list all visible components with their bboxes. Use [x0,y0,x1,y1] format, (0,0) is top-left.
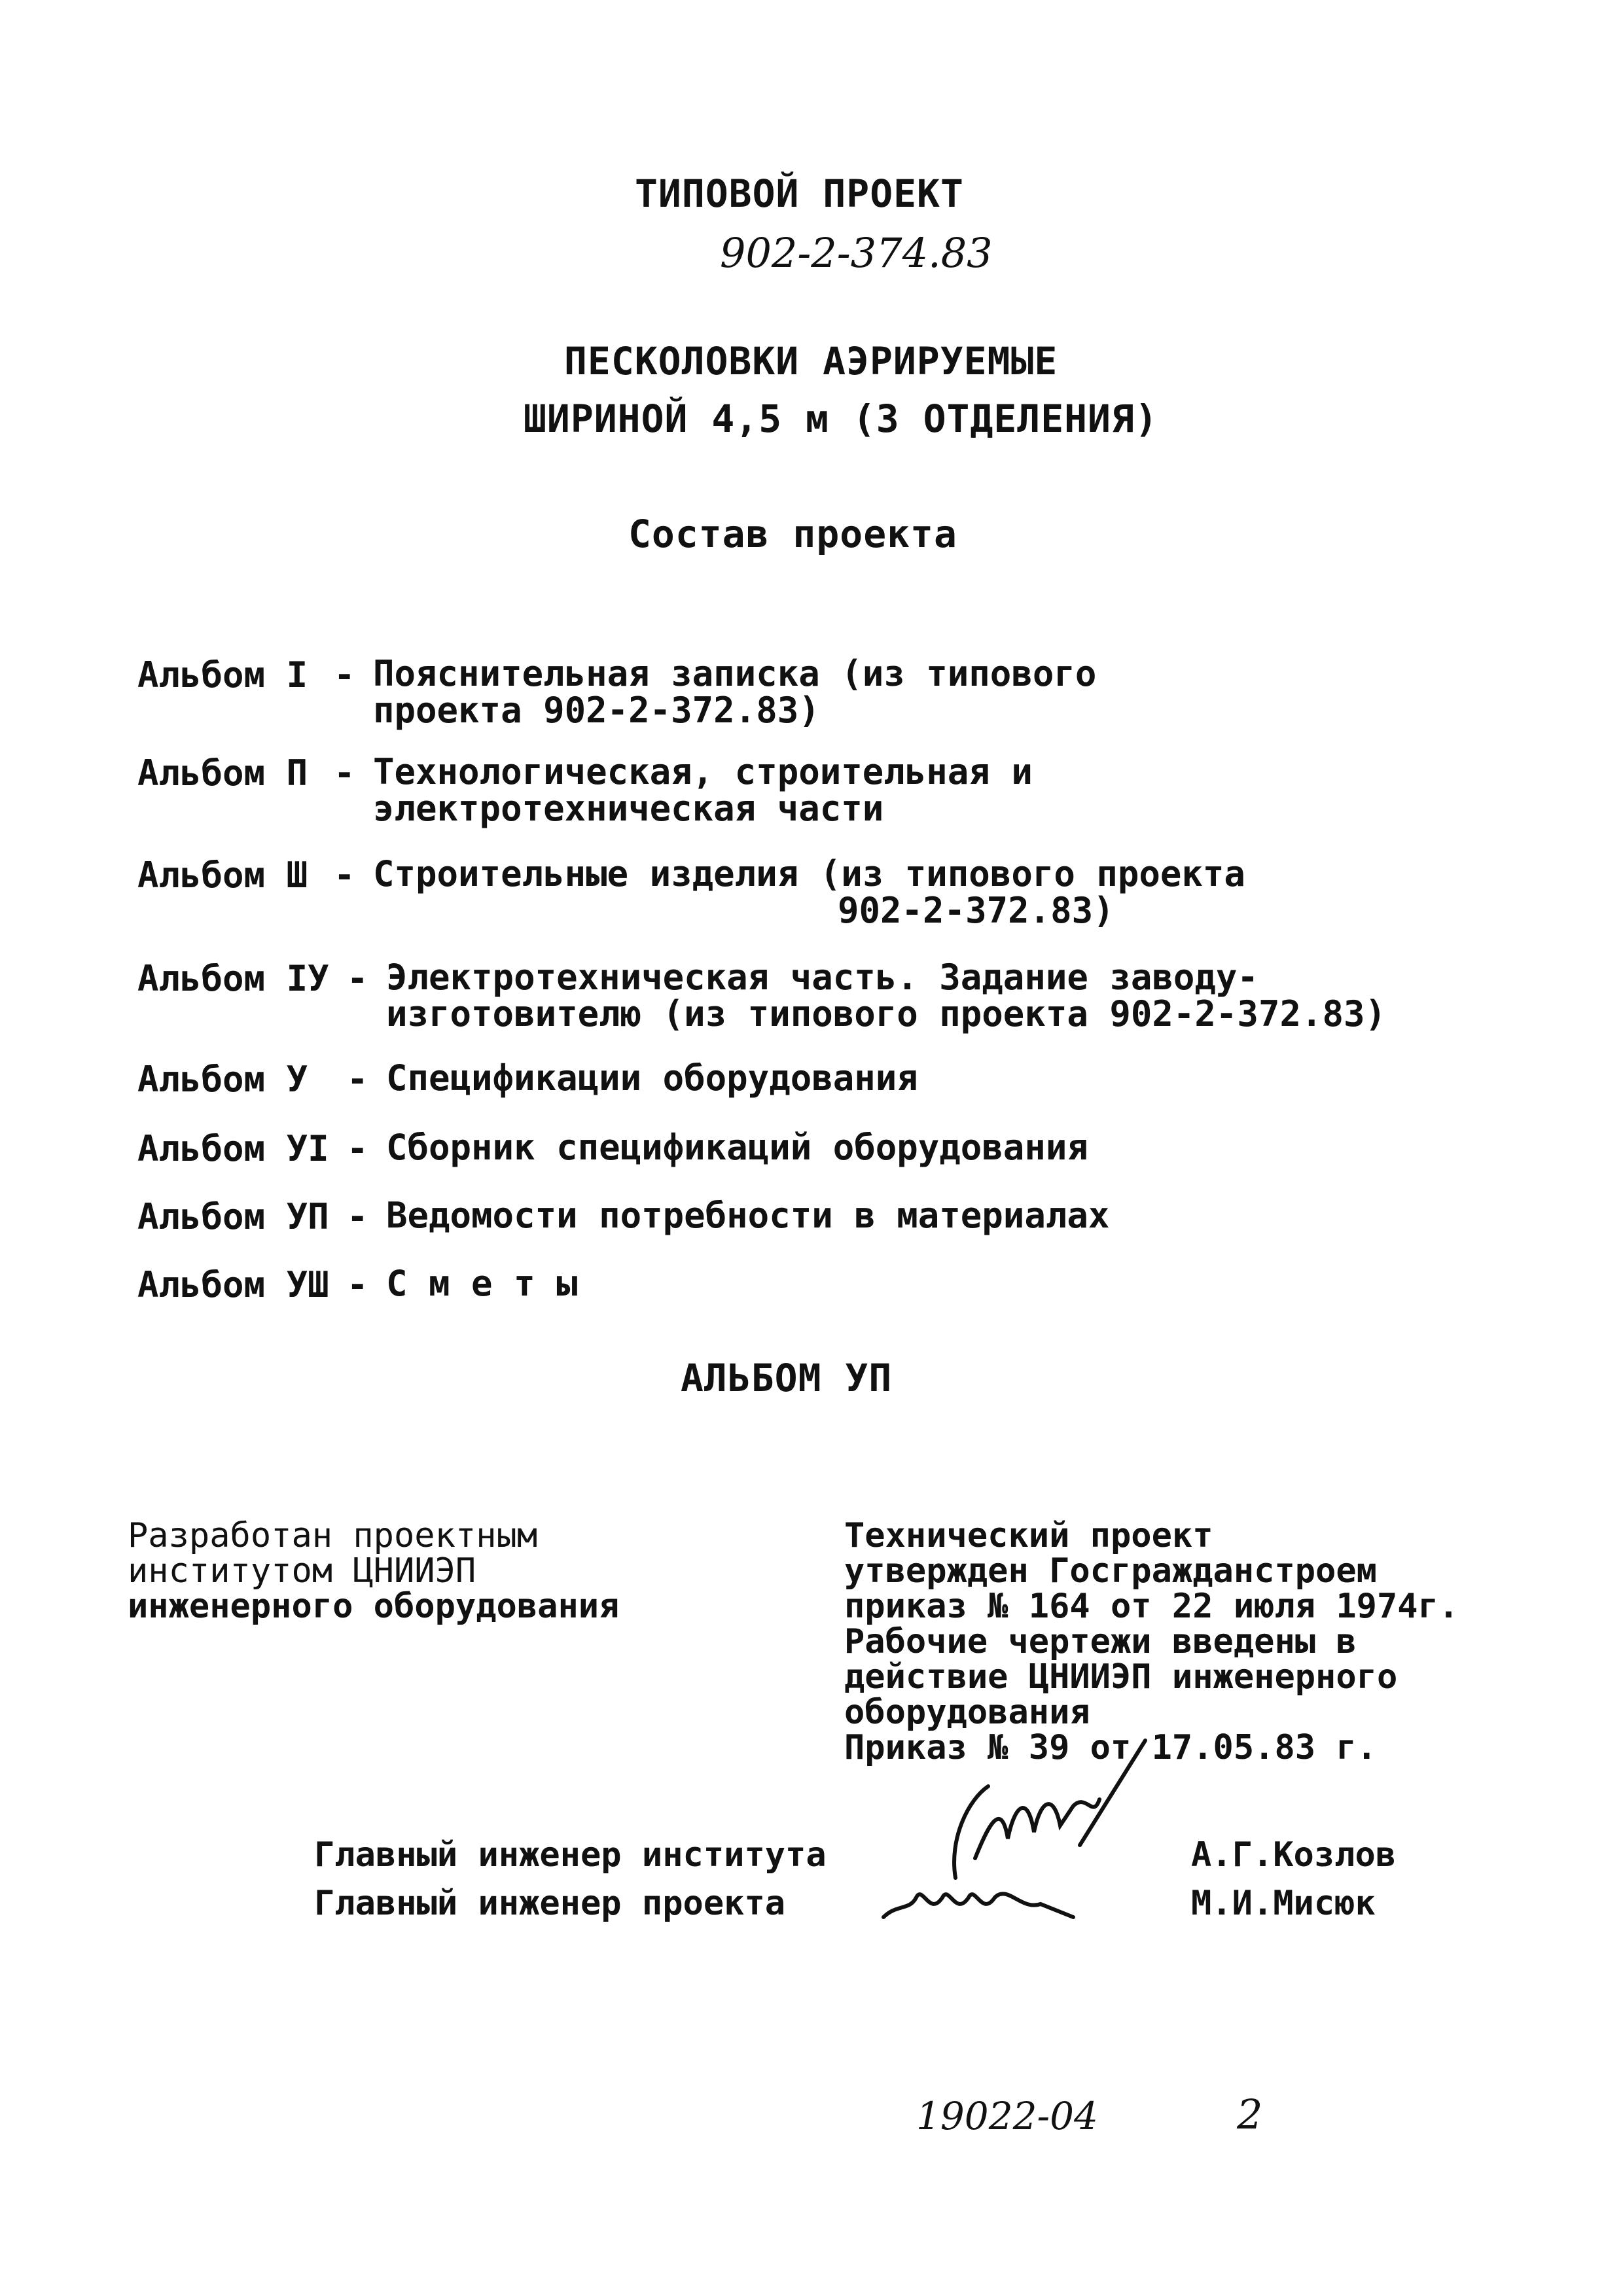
album-dash: - [334,654,355,696]
approval-line: утвержден Госгражданстроем [844,1551,1377,1591]
inventory-number: 19022-04 [916,2094,1098,2138]
signatory-name: М.И.Мисюк [1191,1884,1376,1923]
approval-line: Рабочие чертежи введены в [844,1622,1357,1661]
approval-line: действие ЦНИИЭП инженерного [844,1657,1398,1697]
approval-line: Технический проект [844,1516,1213,1555]
composition-heading: Состав проекта [628,512,957,556]
page-number: 2 [1237,2091,1263,2138]
current-album-heading: АЛЬБОМ УП [681,1356,893,1400]
album-label: Альбом УП [137,1196,329,1237]
album-description-line: Пояснительная записка (из типового [373,653,1097,694]
doc-type-heading: ТИПОВОЙ ПРОЕКТ [635,171,964,216]
album-dash: - [347,1128,368,1169]
album-label: Альбом УШ [137,1264,329,1305]
album-dash: - [334,855,355,896]
album-description-line: изготовителю (из типового проекта 902-2-372.83) [386,993,1387,1034]
album-label: Альбом I [137,654,308,696]
album-description-line: Ведомости потребности в материалах [386,1195,1110,1236]
album-description-line: С м е т ы [386,1263,578,1304]
developer-line: инженерного оборудования [128,1587,620,1626]
album-description-line: Технологическая, строительная и [373,751,1033,792]
album-description-line: проекта 902-2-372.83) [373,690,820,731]
album-label: Альбом П [137,752,308,794]
album-description-line: Строительные изделия (из типового проекта [373,853,1245,894]
signature-mark-chief-engineer-project [877,1858,1086,1937]
album-label: Альбом УI [137,1128,329,1169]
title-line-2: ШИРИНОЙ 4,5 м (3 ОТДЕЛЕНИЯ) [524,397,1158,441]
album-label: Альбом Ш [137,855,308,896]
signatory-name: А.Г.Козлов [1191,1835,1397,1875]
album-dash: - [334,752,355,794]
album-description-line: Сборник спецификаций оборудования [386,1127,1088,1168]
album-dash: - [347,1059,368,1100]
approval-line: приказ № 164 от 22 июля 1974г. [844,1587,1459,1626]
signatory-role: Главный инженер проекта [314,1884,786,1923]
album-description-line: 902-2-372.83) [838,890,1115,931]
approval-line: оборудования [844,1693,1090,1732]
album-dash: - [347,958,368,999]
album-label: Альбом IУ [137,958,329,999]
album-description-line: электротехническая части [373,788,884,829]
album-description-line: Электротехническая часть. Задание заводу- [386,957,1258,998]
album-label: Альбом У [137,1059,308,1100]
approval-line: Приказ № 39 от 17.05.83 г. [844,1728,1377,1767]
developer-line: институтом ЦНИИЭП [128,1551,476,1591]
album-dash: - [347,1264,368,1305]
developer-line: Разработан проектным [128,1516,538,1555]
project-number: 902-2-374.83 [720,229,993,277]
album-dash: - [347,1196,368,1237]
title-line-1: ПЕСКОЛОВКИ АЭРИРУЕМЫЕ [564,339,1058,383]
album-description-line: Спецификации оборудования [386,1057,918,1099]
signatory-role: Главный инженер института [314,1835,827,1875]
